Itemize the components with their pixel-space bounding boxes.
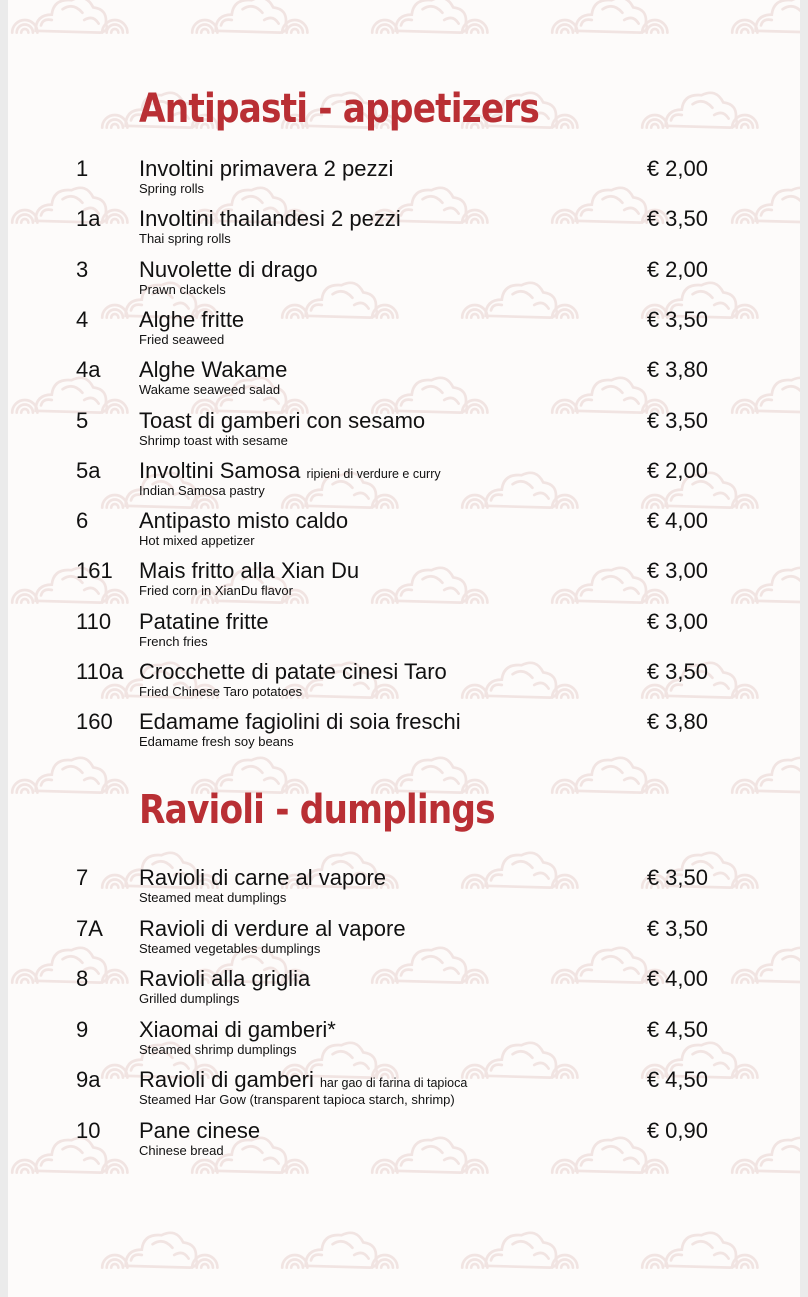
item-name-line — [139, 558, 359, 584]
menu-item — [8, 156, 800, 206]
item-name: Ravioli di carne al vapore — [139, 865, 387, 890]
item-name-line — [139, 206, 401, 232]
item-code: 8 — [76, 966, 89, 992]
item-price: € 3,50 — [646, 306, 708, 332]
item-name: Ravioli di gamberi — [139, 1067, 314, 1093]
item-name-line — [139, 1017, 336, 1043]
item-name: Alghe fritte — [139, 306, 245, 332]
item-code: 4 — [76, 306, 89, 332]
item-name: Ravioli di verdure al vapore — [139, 915, 406, 941]
item-english-name: Prawn clackels — [139, 281, 226, 297]
item-name: Crocchette di patate cinesi Taro — [139, 659, 447, 684]
item-price: € 3,50 — [646, 865, 708, 890]
item-price: € 4,50 — [646, 1016, 708, 1042]
item-code: 1a — [76, 206, 101, 232]
item-price: € 3,00 — [646, 608, 708, 634]
dumplings-heading: Ravioli - dumplings — [139, 787, 495, 833]
item-note: ripieni di verdure e curry — [306, 466, 441, 481]
item-name: Involtini primavera 2 pezzi — [139, 156, 394, 181]
item-name-line — [139, 408, 425, 434]
item-name-line — [139, 156, 393, 182]
item-name: Toast di gamberi con sesamo — [139, 407, 426, 433]
item-code: 9a — [76, 1067, 101, 1093]
item-english-name: Thai spring rolls — [139, 231, 231, 247]
item-price: € 3,80 — [646, 709, 708, 735]
item-english-name: Fried seaweed — [139, 331, 225, 347]
item-name: Xiaomai di gamberi* — [139, 1016, 336, 1042]
item-english-name: Indian Samosa pastry — [139, 482, 265, 498]
item-name: Edamame fagiolini di soia freschi — [139, 709, 461, 735]
menu-item — [8, 1067, 800, 1117]
item-name-line — [139, 709, 461, 735]
menu-page — [8, 0, 800, 1297]
item-code: 160 — [76, 709, 113, 735]
item-name: Mais fritto alla Xian Du — [139, 558, 360, 584]
menu-item — [8, 508, 800, 558]
item-code: 3 — [76, 256, 89, 282]
item-name: Pane cinese — [139, 1118, 261, 1143]
item-english-name: Chinese bread — [139, 1143, 224, 1158]
item-name-line — [139, 609, 269, 635]
item-english-name: Steamed shrimp dumplings — [139, 1041, 297, 1057]
menu-item — [8, 206, 800, 256]
item-name-line — [139, 257, 318, 283]
menu-item — [8, 458, 800, 508]
item-name: Involtini thailandesi 2 pezzi — [139, 206, 401, 232]
item-code: 5 — [76, 407, 89, 433]
menu-item — [8, 1118, 800, 1168]
item-english-name: Fried corn in XianDu flavor — [139, 583, 293, 599]
menu-item — [8, 1017, 800, 1067]
item-price: € 3,00 — [646, 558, 708, 584]
appetizers-heading: Antipasti - appetizers — [139, 86, 540, 132]
item-code: 110a — [76, 659, 124, 684]
menu-item — [8, 709, 800, 759]
item-english-name: French fries — [139, 633, 208, 649]
item-english-name: Steamed Har Gow (transparent tapioca starch, shrimp) — [139, 1092, 455, 1108]
item-name-line — [139, 357, 287, 383]
item-code: 5a — [76, 457, 101, 483]
item-price: € 4,00 — [646, 966, 708, 992]
item-name-line — [139, 966, 310, 992]
item-english-name: Hot mixed appetizer — [139, 533, 255, 549]
item-english-name: Edamame fresh soy beans — [139, 734, 294, 750]
item-english-name: Spring rolls — [139, 181, 205, 196]
item-name: Alghe Wakame — [139, 357, 288, 383]
item-name-line — [139, 865, 386, 891]
item-price: € 2,00 — [646, 156, 708, 181]
item-code: 4a — [76, 357, 101, 383]
item-code: 10 — [76, 1118, 101, 1143]
item-price: € 0,90 — [646, 1118, 708, 1143]
menu-item — [8, 916, 800, 966]
item-name-line — [139, 659, 447, 685]
item-price: € 4,00 — [646, 508, 708, 534]
menu-item — [8, 257, 800, 307]
item-code: 7A — [76, 915, 103, 941]
item-code: 9 — [76, 1016, 89, 1042]
item-name-line — [139, 1118, 260, 1144]
item-name: Ravioli alla griglia — [139, 966, 311, 992]
menu-item — [8, 659, 800, 709]
item-english-name: Steamed meat dumplings — [139, 890, 287, 905]
item-price: € 2,00 — [646, 256, 708, 282]
item-name-line — [139, 307, 244, 333]
item-code: 110 — [76, 608, 112, 634]
item-code: 161 — [76, 558, 113, 584]
item-note: har gao di farina di tapioca — [319, 1076, 468, 1091]
item-name: Nuvolette di drago — [139, 256, 318, 282]
menu-item — [8, 558, 800, 608]
item-code: 6 — [76, 508, 89, 534]
item-english-name: Steamed vegetables dumplings — [139, 940, 321, 956]
item-english-name: Shrimp toast with sesame — [139, 432, 288, 448]
item-price: € 3,50 — [646, 407, 708, 433]
item-english-name: Wakame seaweed salad — [139, 382, 281, 398]
menu-item — [8, 408, 800, 458]
menu-item — [8, 865, 800, 915]
item-english-name: Grilled dumplings — [139, 991, 240, 1007]
item-price: € 3,50 — [646, 915, 708, 941]
item-code: 7 — [76, 865, 89, 890]
menu-item — [8, 966, 800, 1016]
menu-item — [8, 609, 800, 659]
item-name-line — [139, 916, 406, 942]
item-name: Involtini Samosa — [139, 457, 301, 483]
item-price: € 3,50 — [646, 659, 708, 684]
menu-item — [8, 307, 800, 357]
item-name-line — [139, 508, 348, 534]
item-english-name: Fried Chinese Taro potatoes — [139, 684, 303, 699]
item-name: Patatine fritte — [139, 608, 269, 634]
item-name: Antipasto misto caldo — [139, 508, 349, 534]
item-price: € 3,80 — [646, 357, 708, 383]
menu-item — [8, 357, 800, 407]
item-price: € 2,00 — [646, 457, 708, 483]
item-price: € 3,50 — [646, 206, 708, 232]
item-price: € 4,50 — [646, 1067, 708, 1093]
item-code: 1 — [76, 156, 89, 181]
